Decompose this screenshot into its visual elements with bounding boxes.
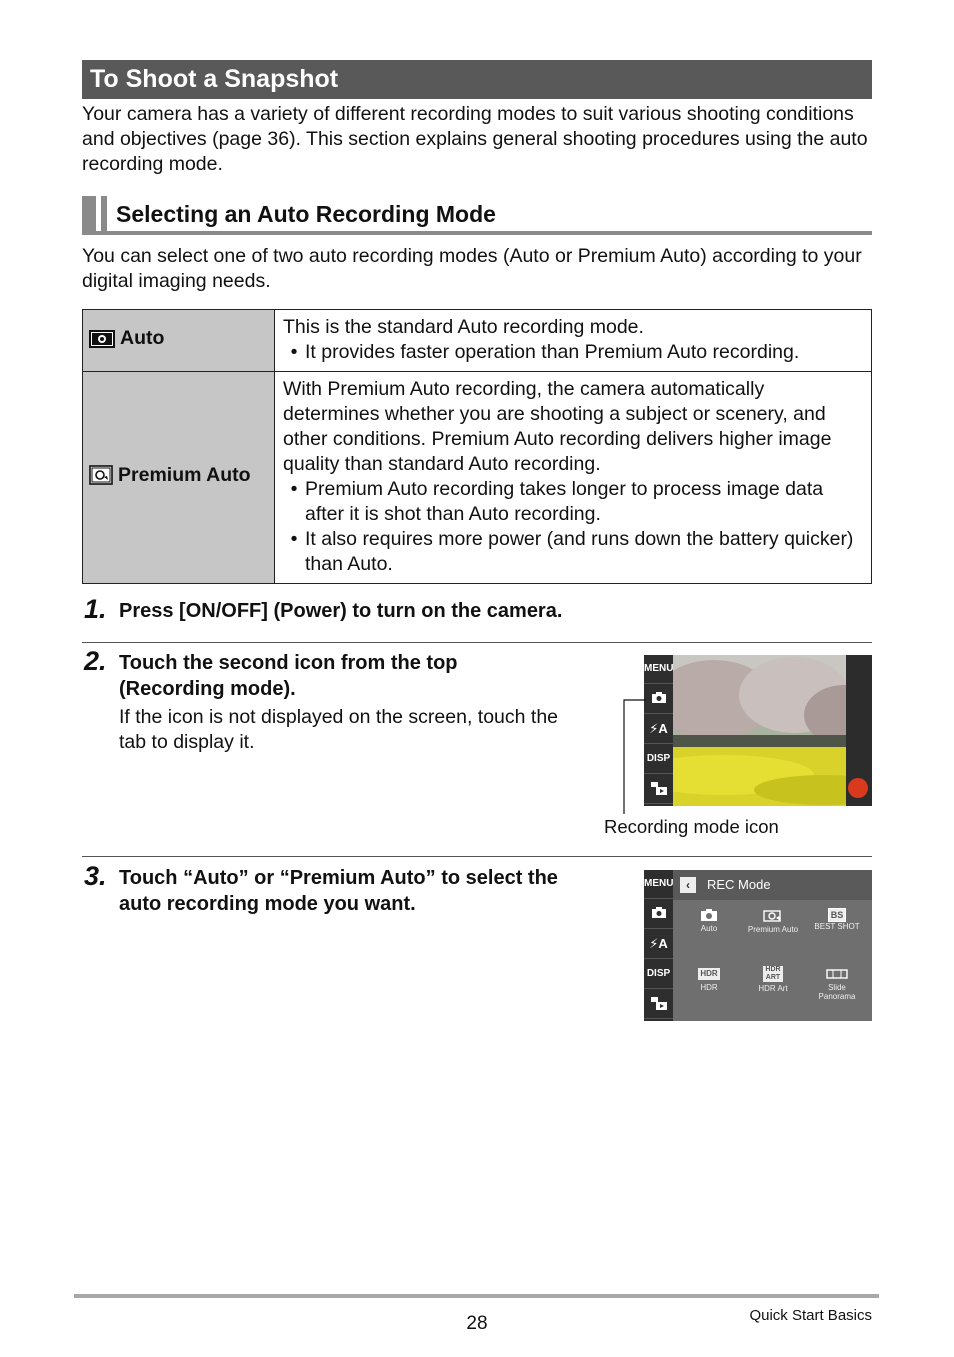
mode-label: Auto (120, 327, 165, 349)
table-row (83, 372, 872, 584)
option-label: BEST SHOT (814, 922, 860, 931)
option-label: HDR Art (758, 984, 788, 993)
divider (82, 642, 872, 643)
step-number: 2. (84, 646, 107, 676)
mode-option-hdr-art[interactable] (741, 966, 805, 993)
list-item: • It also requires more power (and runs down the battery quicker) than Auto. (283, 527, 861, 577)
flash-auto-icon[interactable]: ⚡A (644, 930, 673, 959)
step-text: Touch “Auto” or “Premium Auto” to select the auto recording mode you want. (119, 867, 558, 915)
camera-screen-liveview (644, 655, 872, 806)
mode-description: This is the standard Auto recording mode. (283, 316, 644, 338)
playback-icon[interactable] (644, 990, 673, 1019)
page-number: 28 (466, 1313, 488, 1334)
step-text: Press [ON/OFF] (Power) to turn on the camera. (119, 600, 563, 622)
mode-description: With Premium Auto recording, the camera automatically determines whether you are shooting a subject or scenery, and other conditions. Premium Auto recording delivers higher image quality than standard Auto recording. (283, 378, 832, 475)
callout-line (620, 698, 650, 816)
camera-auto-icon (89, 330, 115, 355)
disp-button[interactable]: DISP (644, 960, 673, 989)
step-body: If the icon is not displayed on the screen, touch the tab to display it. (119, 706, 559, 753)
mode-option-best-shot[interactable] (805, 908, 869, 931)
scene-photo (644, 655, 872, 806)
section-intro: Your camera has a variety of different recording modes to suit various shooting conditions and objectives (page 36). This section explains general shooting procedures using the auto recording mode. (82, 103, 868, 175)
footer-rule (74, 1294, 879, 1298)
mode-description-cell (275, 372, 872, 584)
subsection-title: Selecting an Auto Recording Mode (116, 201, 496, 227)
bullet-text: Premium Auto recording takes longer to process image data after it is shot than Auto recording. (305, 478, 824, 525)
divider (82, 856, 872, 857)
list-item: • It provides faster operation than Premium Auto recording. (290, 341, 800, 363)
panorama-icon (826, 968, 848, 980)
bs-glyph: BS (828, 908, 847, 922)
menu-title: REC Mode (707, 877, 771, 892)
menu-tab[interactable]: MENU (644, 870, 673, 899)
subsection-intro: You can select one of two auto recording modes (Auto or Premium Auto) according to your digital imaging needs. (82, 245, 862, 292)
mode-label-cell (83, 310, 275, 372)
header-rule (82, 231, 872, 235)
option-label: HDR (700, 983, 718, 992)
step-number: 1. (84, 594, 107, 624)
mode-label: Premium Auto (118, 464, 251, 486)
menu-tab[interactable]: MENU (644, 655, 673, 684)
list-item: • Premium Auto recording takes longer to process image data after it is shot than Auto recording. (283, 477, 861, 527)
flash-auto-icon[interactable]: ⚡A (644, 715, 673, 744)
header-mark (101, 196, 107, 232)
screen-caption: Recording mode icon (604, 816, 779, 837)
hdr-art-glyph: HDR ART (763, 966, 783, 982)
mode-option-hdr[interactable] (677, 968, 741, 992)
recording-mode-icon[interactable] (644, 900, 673, 929)
bullet-text: It provides faster operation than Premium Auto recording. (305, 341, 800, 363)
option-label: Slide Panorama (818, 983, 856, 1001)
hdr-glyph: HDR (700, 969, 718, 978)
camera-screen-rec-mode (644, 870, 872, 1021)
back-icon[interactable]: ‹ (680, 877, 696, 893)
footer-section-name: Quick Start Basics (749, 1307, 872, 1324)
table-row (83, 310, 872, 372)
bullet-text: It also requires more power (and runs down the battery quicker) than Auto. (305, 528, 854, 575)
mode-option-premium-auto[interactable] (741, 908, 805, 934)
mode-label-cell (83, 372, 275, 584)
camera-icon (700, 908, 718, 922)
premium-auto-icon (89, 465, 113, 492)
mode-option-slide-panorama[interactable] (805, 968, 869, 1001)
subsection-header (82, 196, 872, 236)
mode-option-auto[interactable] (677, 908, 741, 933)
modes-table (82, 309, 872, 584)
side-menu (644, 870, 673, 1021)
premium-auto-icon (763, 908, 783, 923)
mode-description-cell (275, 310, 872, 372)
step-text: Touch the second icon from the top (Recording mode). (119, 652, 458, 700)
disp-button[interactable]: DISP (644, 745, 673, 774)
header-mark (82, 196, 96, 232)
option-label: Auto (700, 924, 718, 933)
menu-header (673, 870, 872, 900)
step-number: 3. (84, 861, 107, 891)
option-label: Premium Auto (747, 925, 799, 934)
section-title: To Shoot a Snapshot (82, 60, 872, 99)
